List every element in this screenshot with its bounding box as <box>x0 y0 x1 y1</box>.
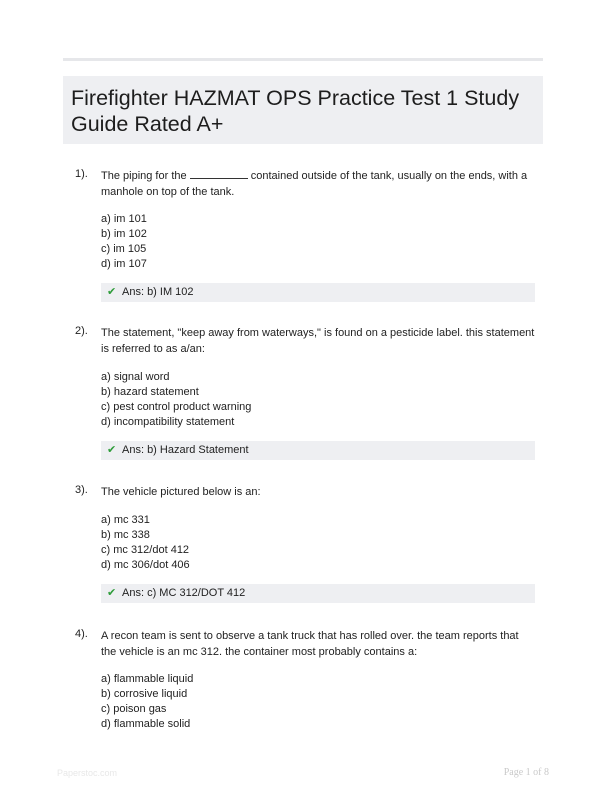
option-a: a) signal word <box>101 371 170 383</box>
check-icon: ✔ <box>107 444 117 456</box>
answer-box <box>101 584 535 603</box>
answer-text: Ans: b) IM 102 <box>122 286 194 298</box>
option-d: d) flammable solid <box>101 718 191 730</box>
answer-box <box>101 441 535 460</box>
options-list <box>101 370 251 430</box>
question-number: 1). <box>75 168 88 180</box>
answer-text: Ans: c) MC 312/DOT 412 <box>122 587 246 599</box>
question-text: The statement, "keep away from waterways," is found on a pesticide label. this statement is referred to as a/an: <box>101 327 535 355</box>
page-number: Page 1 of 8 <box>503 767 549 778</box>
answer-box <box>101 283 535 302</box>
question-number: 2). <box>75 325 88 337</box>
question-text <box>101 168 535 200</box>
option-a: a) im 101 <box>101 213 147 225</box>
question-text-start: The piping for the <box>101 170 187 182</box>
option-d: d) im 107 <box>101 258 147 270</box>
option-b: b) corrosive liquid <box>101 688 188 700</box>
options-list <box>101 212 147 272</box>
page-title: Firefighter HAZMAT OPS Practice Test 1 Study Guide Rated A+ <box>71 86 520 136</box>
title-box <box>63 76 543 144</box>
options-list <box>101 672 193 732</box>
question-text: A recon team is sent to observe a tank truck that has rolled over. the team reports that the vehicle is an mc 312. the container most probably contains a: <box>101 630 519 658</box>
question-number: 4). <box>75 628 88 640</box>
check-icon: ✔ <box>107 587 117 599</box>
option-c: c) pest control product warning <box>101 401 252 413</box>
option-d: d) incompatibility statement <box>101 416 235 428</box>
option-b: b) im 102 <box>101 228 147 240</box>
top-rule <box>63 58 543 61</box>
option-b: b) hazard statement <box>101 386 199 398</box>
option-d: d) mc 306/dot 406 <box>101 559 190 571</box>
option-c: c) mc 312/dot 412 <box>101 544 190 556</box>
option-a: a) mc 331 <box>101 514 150 526</box>
fill-in-blank <box>190 169 248 179</box>
option-a: a) flammable liquid <box>101 673 194 685</box>
question-number: 3). <box>75 484 88 496</box>
question-text-end: contained outside of the tank, usually on the ends, with a manhole on top of the tank. <box>101 170 528 198</box>
footer-site-watermark: Paperstoc.com <box>57 768 118 778</box>
options-list <box>101 513 190 573</box>
option-c: c) im 105 <box>101 243 147 255</box>
answer-text: Ans: b) Hazard Statement <box>122 444 249 456</box>
option-c: c) poison gas <box>101 703 167 715</box>
option-b: b) mc 338 <box>101 529 150 541</box>
question-text: The vehicle pictured below is an: <box>101 486 261 498</box>
check-icon: ✔ <box>107 286 117 298</box>
